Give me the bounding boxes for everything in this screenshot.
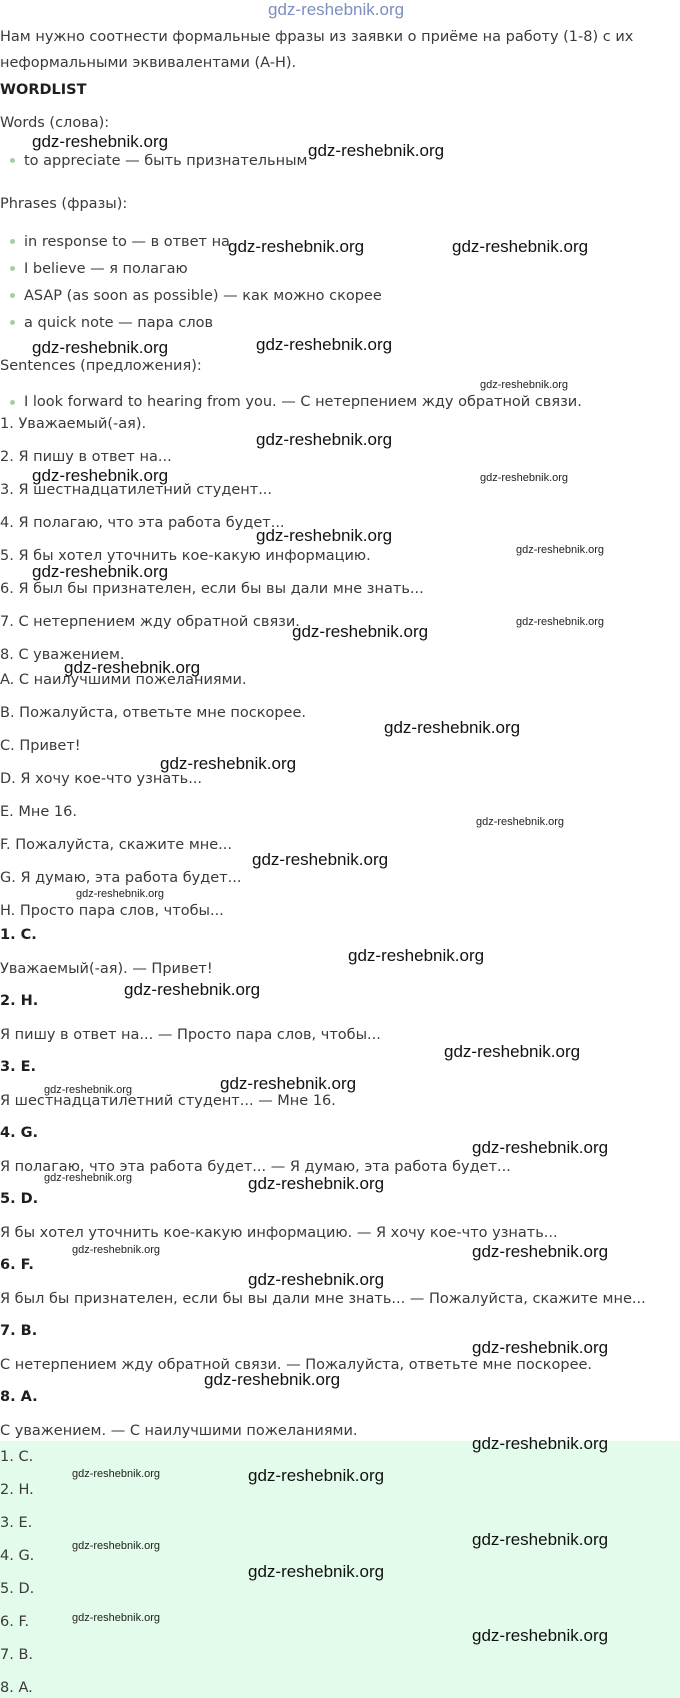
answer-label: 8. A. <box>0 1389 38 1405</box>
answer-explanation: С нетерпением жду обратной связи. — Пожалуйста, ответьте мне поскорее. <box>0 1357 593 1373</box>
watermark-text: gdz-reshebnik.org <box>516 544 605 556</box>
informal-item: B. Пожалуйста, ответьте мне поскорее. <box>0 705 306 721</box>
informal-item: F. Пожалуйста, скажите мне... <box>0 837 232 853</box>
watermark-text: gdz-reshebnik.org <box>452 237 589 256</box>
answer-label: 3. E. <box>0 1059 37 1075</box>
watermark-text: gdz-reshebnik.org <box>472 1626 609 1645</box>
bullet-icon <box>10 266 15 271</box>
informal-item: E. Мне 16. <box>0 804 77 820</box>
watermark-text: gdz-reshebnik.org <box>220 1074 357 1093</box>
informal-item: D. Я хочу кое-что узнать... <box>0 771 203 787</box>
watermark-text: gdz-reshebnik.org <box>256 335 393 354</box>
watermark-text: gdz-reshebnik.org <box>76 888 165 900</box>
wordlist-heading: WORDLIST <box>0 82 87 98</box>
informal-item: C. Привет! <box>0 738 81 754</box>
formal-item: 4. Я полагаю, что эта работа будет... <box>0 515 285 531</box>
formal-item: 6. Я был бы признателен, если бы вы дали мне знать... <box>0 581 424 597</box>
watermark-text: gdz-reshebnik.org <box>44 1084 133 1096</box>
bullet-icon <box>10 320 15 325</box>
watermark-text: gdz-reshebnik.org <box>160 754 297 773</box>
watermark-text: gdz-reshebnik.org <box>72 1468 161 1480</box>
formal-item: 2. Я пишу в ответ на... <box>0 449 172 465</box>
formal-item: 3. Я шестнадцатилетний студент... <box>0 482 273 498</box>
answer-explanation: Я полагаю, что эта работа будет... — Я думаю, эта работа будет... <box>0 1159 511 1175</box>
answer-label: 7. B. <box>0 1323 38 1339</box>
watermark-text: gdz-reshebnik.org <box>472 1530 609 1549</box>
answer-explanation: Я пишу в ответ на... — Просто пара слов, чтобы... <box>0 1027 381 1043</box>
formal-item: 7. С нетерпением жду обратной связи. <box>0 614 300 630</box>
final-answer: 1. C. <box>0 1449 34 1465</box>
watermark-text: gdz-reshebnik.org <box>72 1244 161 1256</box>
informal-item: H. Просто пара слов, чтобы... <box>0 903 224 919</box>
watermark-text: gdz-reshebnik.org <box>124 980 261 999</box>
watermark-text: gdz-reshebnik.org <box>384 718 521 737</box>
watermark-text: gdz-reshebnik.org <box>248 1562 385 1581</box>
watermark-text: gdz-reshebnik.org <box>472 1242 609 1261</box>
final-answer: 5. D. <box>0 1581 35 1597</box>
watermark-text: gdz-reshebnik.org <box>228 237 365 256</box>
watermark-text: gdz-reshebnik.org <box>72 1612 161 1624</box>
words-heading: Words (слова): <box>0 115 110 131</box>
answer-explanation: Я был бы признателен, если бы вы дали мне знать... — Пожалуйста, скажите мне... <box>0 1291 646 1307</box>
answer-label: 6. F. <box>0 1257 34 1273</box>
word-item: to appreciate — быть признательным <box>24 153 308 169</box>
watermark-text: gdz-reshebnik.org <box>44 1172 133 1184</box>
watermark-text: gdz-reshebnik.org <box>72 1540 161 1552</box>
watermark-text: gdz-reshebnik.org <box>256 430 393 449</box>
phrase-item: a quick note — пара слов <box>24 315 214 331</box>
watermark-text: gdz-reshebnik.org <box>516 616 605 628</box>
phrase-item: I believe — я полагаю <box>24 261 188 277</box>
watermark-text: gdz-reshebnik.org <box>256 526 393 545</box>
watermark-text: gdz-reshebnik.org <box>248 1270 385 1289</box>
phrase-item: ASAP (as soon as possible) — как можно скорее <box>24 288 382 304</box>
watermark-text: gdz-reshebnik.org <box>308 141 445 160</box>
informal-item: A. С наилучшими пожеланиями. <box>0 672 247 688</box>
watermark-text: gdz-reshebnik.org <box>32 132 169 151</box>
answer-explanation: Я шестнадцатилетний студент... — Мне 16. <box>0 1093 336 1109</box>
final-answer: 7. B. <box>0 1647 34 1663</box>
final-answer: 8. A. <box>0 1680 33 1696</box>
phrases-heading: Phrases (фразы): <box>0 196 128 212</box>
watermark-text: gdz-reshebnik.org <box>472 1138 609 1157</box>
watermark-text: gdz-reshebnik.org <box>472 1434 609 1453</box>
sentence-item: I look forward to hearing from you. — С нетерпением жду обратной связи. <box>24 394 582 410</box>
formal-item: 1. Уважаемый(-ая). <box>0 416 147 432</box>
answer-explanation: Уважаемый(-ая). — Привет! <box>0 961 213 977</box>
watermark-text: gdz-reshebnik.org <box>252 850 389 869</box>
watermark-text: gdz-reshebnik.org <box>248 1174 385 1193</box>
intro-line-2: неформальными эквивалентами (A-H). <box>0 55 297 71</box>
intro-line-1: Нам нужно соотнести формальные фразы из заявки о приёме на работу (1-8) с их <box>0 29 634 45</box>
watermark-text: gdz-reshebnik.org <box>268 0 405 19</box>
sentences-heading: Sentences (предложения): <box>0 358 202 374</box>
watermark-text: gdz-reshebnik.org <box>292 622 429 641</box>
watermark-text: gdz-reshebnik.org <box>32 562 169 581</box>
watermark-text: gdz-reshebnik.org <box>348 946 485 965</box>
watermark-text: gdz-reshebnik.org <box>472 1338 609 1357</box>
formal-item: 5. Я бы хотел уточнить кое-какую информацию. <box>0 548 371 564</box>
watermark-text: gdz-reshebnik.org <box>476 816 565 828</box>
bullet-icon <box>10 293 15 298</box>
watermark-text: gdz-reshebnik.org <box>480 472 569 484</box>
answer-explanation: Я бы хотел уточнить кое-какую информацию. — Я хочу кое-что узнать... <box>0 1225 558 1241</box>
final-answer: 6. F. <box>0 1614 30 1630</box>
watermark-text: gdz-reshebnik.org <box>32 338 169 357</box>
watermark-text: gdz-reshebnik.org <box>64 658 201 677</box>
bullet-icon <box>10 239 15 244</box>
watermark-text: gdz-reshebnik.org <box>480 379 569 391</box>
bullet-icon <box>10 158 15 163</box>
answer-label: 2. H. <box>0 993 39 1009</box>
final-answer: 2. H. <box>0 1482 34 1498</box>
watermark-text: gdz-reshebnik.org <box>248 1466 385 1485</box>
answer-label: 5. D. <box>0 1191 39 1207</box>
final-answer: 3. E. <box>0 1515 33 1531</box>
phrase-item: in response to — в ответ на <box>24 234 230 250</box>
watermark-text: gdz-reshebnik.org <box>32 466 169 485</box>
watermark-text: gdz-reshebnik.org <box>204 1370 341 1389</box>
answer-explanation: С уважением. — С наилучшими пожеланиями. <box>0 1423 358 1439</box>
formal-item: 8. С уважением. <box>0 647 125 663</box>
answer-label: 4. G. <box>0 1125 39 1141</box>
bullet-icon <box>10 400 15 405</box>
answer-label: 1. C. <box>0 927 37 943</box>
final-answer: 4. G. <box>0 1548 35 1564</box>
informal-item: G. Я думаю, эта работа будет... <box>0 870 242 886</box>
watermark-text: gdz-reshebnik.org <box>444 1042 581 1061</box>
